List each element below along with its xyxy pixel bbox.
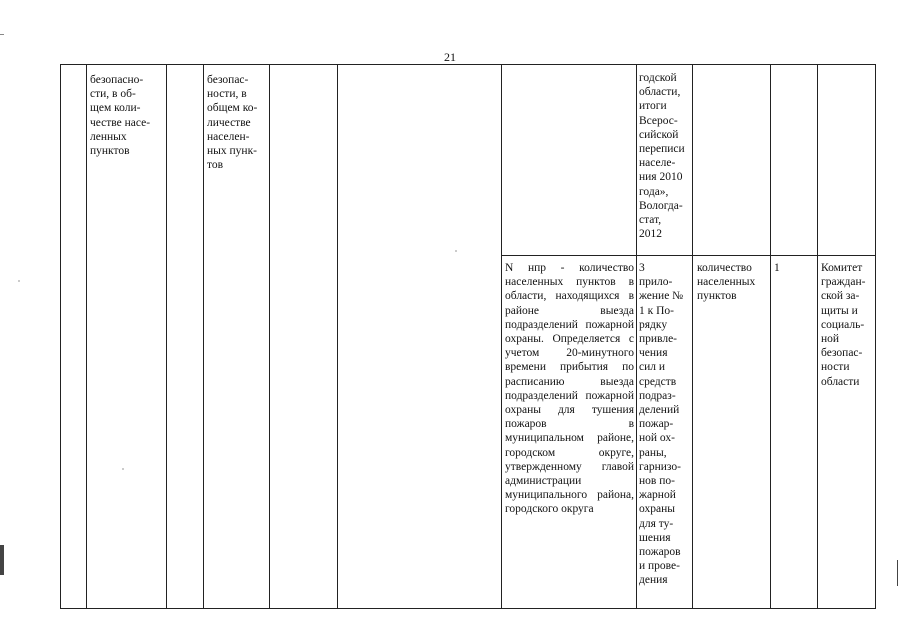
cell-unit: количество населенных пунктов <box>697 262 756 303</box>
scan-edge-mark <box>897 560 898 586</box>
cell-responsible: Комитет граждан- ской за- щиты и социаль- ной безопас- ности области <box>821 262 866 388</box>
cell-indicator-name-2: безопас- ности, в общем ко- личестве населен- ных пунк- тов <box>207 74 258 172</box>
scan-edge-mark <box>0 545 4 575</box>
cell-source: годской области, итоги Всерос- сийской переписи населе- ния 2010 года», Вологда- стат, 2012 <box>639 72 685 241</box>
scan-speck <box>455 250 457 252</box>
column-divider <box>636 65 637 608</box>
cell-description: N нпр - количество населенных пунктов в области, находящихся в районе выезда подразделений пожарной охраны. Определяется с учетом 20-минутного времени прибытия по расписанию выезда подразделений пожарной охраны для тушения пожаров в муниципальном районе, городском округе, утвержденному главой администрации муниципального района, городского округа <box>505 262 634 516</box>
column-divider <box>817 65 818 608</box>
column-divider <box>692 65 693 608</box>
scan-speck <box>18 280 20 282</box>
cell-indicator-name: безопасно- сти, в об- щем коли- честве насе- ленных пунктов <box>90 74 151 158</box>
column-divider <box>337 65 338 608</box>
cell-value: 1 <box>774 262 780 274</box>
column-divider <box>86 65 87 608</box>
column-divider <box>166 65 167 608</box>
row-divider <box>501 255 875 256</box>
data-table <box>60 64 876 609</box>
cell-source: 3 прило- жение № 1 к По- рядку привле- чения сил и средств подраз- делений пожар- ной ох- раны, гарнизо- нов по- жарной охраны для ту- шения пожаров и прове- дения <box>639 262 684 587</box>
column-divider <box>269 65 270 608</box>
scan-speck <box>122 468 124 470</box>
column-divider <box>501 65 502 608</box>
column-divider <box>770 65 771 608</box>
column-divider <box>203 65 204 608</box>
scan-edge-mark <box>0 34 4 35</box>
page-number: 21 <box>444 50 456 64</box>
